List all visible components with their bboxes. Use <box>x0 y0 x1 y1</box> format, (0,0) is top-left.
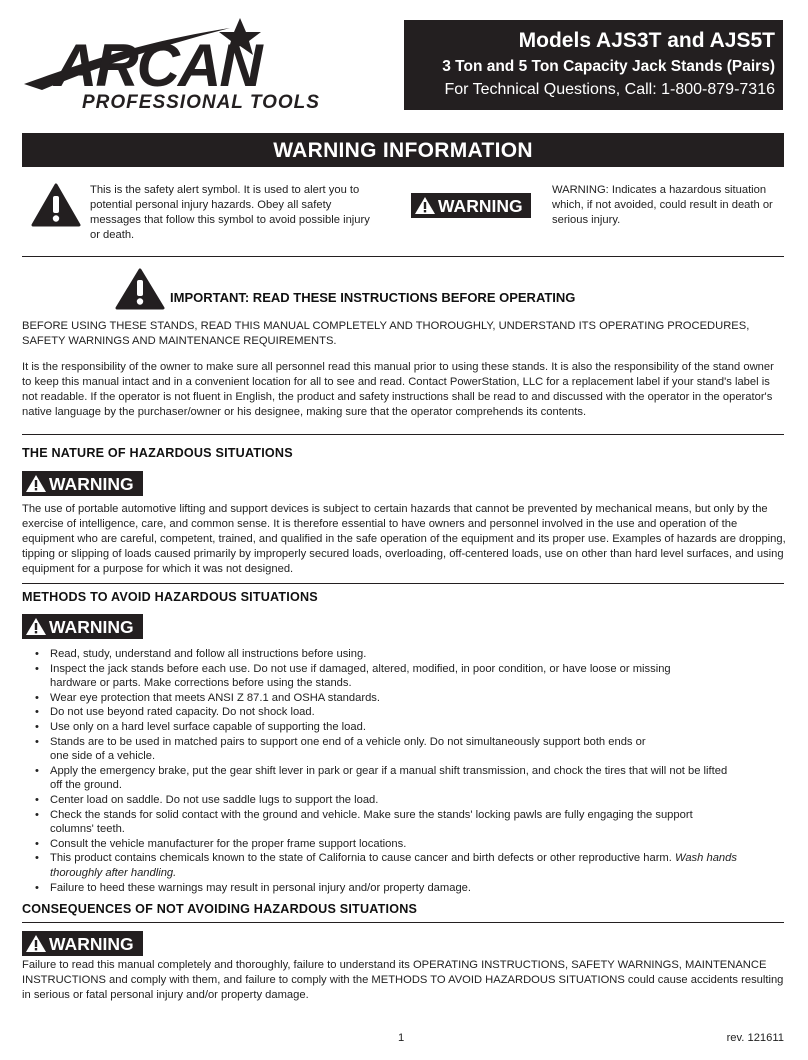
safety-alert-description: This is the safety alert symbol. It is used to alert you to potential personal injury hazards. Obey all safety messages that follow this symbol to avoid possible injury or death. <box>90 184 370 241</box>
divider <box>22 256 784 257</box>
methods-heading: METHODS TO AVOID HAZARDOUS SITUATIONS <box>22 590 318 604</box>
list-item: • Wear eye protection that meets ANSI Z 87.1 and OSHA standards. <box>22 691 772 706</box>
consequences-text: Failure to read this manual completely and thoroughly, failure to understand its OPERATING INSTRUCTIONS, SAFETY WARNINGS, MAINTENANCE INSTRUCTIONS and comply with them, and failure to comply with the METHODS TO AVOID HAZARDOUS SITUATIONS could cause accidents resulting in serious or fatal personal injury and/or property damage. <box>22 959 784 1001</box>
nature-text: The use of portable automotive lifting and support devices is subject to certain hazards that cannot be prevented by mechanical means, but only by the exercise of intelligence, care, and common sense. It is therefore essential to have owners and personnel involved in the use and operation of the equipment who are careful, competent, trained, and qualified in the safe operation of the equipment and its proper use. Examples of hazards are dropping, tipping or slipping of loads caused primarily by improperly secured loads, overloading, off-centered loads, use on other than hard level surfaces, and using equipment for a purpose for which it was not designed. <box>22 503 786 575</box>
important-paragraph-1: BEFORE USING THESE STANDS, READ THIS MANUAL COMPLETELY AND THOROUGHLY, UNDERSTAND ITS OPERATING PROCEDURES, SAFETY WARNINGS AND MAINTENANCE REQUIREMENTS. <box>22 320 750 347</box>
list-item-prop65 <box>22 851 772 880</box>
consequences-heading: CONSEQUENCES OF NOT AVOIDING HAZARDOUS SITUATIONS <box>22 902 418 916</box>
model-title: Models AJS3T and AJS5T <box>518 29 775 52</box>
revision: rev. 121611 <box>726 1032 784 1044</box>
warning-label: WARNING <box>49 473 134 494</box>
divider <box>22 583 784 584</box>
safety-alert-icon <box>31 183 81 232</box>
alert-triangle-icon <box>25 474 47 493</box>
alert-triangle-icon <box>414 196 436 215</box>
warning-badge <box>411 193 531 218</box>
list-item: • Failure to heed these warnings may result in personal injury and/or property damage. <box>22 881 772 896</box>
warning-definition: WARNING: Indicates a hazardous situation which, if not avoided, could result in death or serious injury. <box>552 184 773 226</box>
svg-text:PROFESSIONAL TOOLS: PROFESSIONAL TOOLS <box>82 92 320 113</box>
prop65-italic: Wash hands thoroughly after handling. <box>50 852 737 879</box>
list-item: • Check the stands for solid contact with the ground and vehicle. Make sure the stands' locking pawls are fully engaging the support columns' teeth. <box>22 808 772 837</box>
list-item: • Stands are to be used in matched pairs to support one end of a vehicle only. Do not simultaneously support both ends or one side of a vehicle. <box>22 735 772 764</box>
arcan-logo <box>20 14 350 114</box>
list-item: • Consult the vehicle manufacturer for the proper frame support locations. <box>22 837 772 852</box>
warning-information-banner: WARNING INFORMATION <box>22 133 784 167</box>
nature-heading: THE NATURE OF HAZARDOUS SITUATIONS <box>22 446 293 460</box>
list-item: • Inspect the jack stands before each use. Do not use if damaged, altered, modified, in poor condition, or have loose or missing hardware or parts. Make corrections before using the stands. <box>22 662 772 691</box>
list-item: • Do not use beyond rated capacity. Do not shock load. <box>22 705 772 720</box>
prop65-text: This product contains chemicals known to the state of California to cause cancer and birth defects or other reproductive harm. <box>50 852 672 865</box>
list-item: • Read, study, understand and follow all instructions before using. <box>22 647 772 662</box>
methods-warning-badge <box>22 614 143 639</box>
warning-label: WARNING <box>438 195 523 216</box>
list-item: • Use only on a hard level surface capable of supporting the load. <box>22 720 772 735</box>
divider <box>22 922 784 923</box>
important-alert-icon <box>115 268 165 315</box>
important-paragraph-2: It is the responsibility of the owner to make sure all personnel read this manual prior to using these stands. It is also the responsibility of the stand owner to keep this manual intact and in a convenient location for all to see and read. Contact PowerStation, LLC for a replacement label if your stand's label is not readable. If the operator is not fluent in English, the product and safety instructions shall be read to and discussed with the operator in the operator's native language by the purchaser/owner or his designee, making sure that the operator comprehends its contents. <box>22 361 774 418</box>
model-subtitle: 3 Ton and 5 Ton Capacity Jack Stands (Pairs) <box>442 58 775 75</box>
model-header <box>404 20 783 110</box>
alert-triangle-icon <box>25 617 47 636</box>
list-item: • Center load on saddle. Do not use saddle lugs to support the load. <box>22 793 772 808</box>
tech-contact: For Technical Questions, Call: 1-800-879-7316 <box>444 81 775 98</box>
warning-label: WARNING <box>49 616 134 637</box>
page-number: 1 <box>398 1032 405 1044</box>
warning-label: WARNING <box>49 933 134 954</box>
important-heading: IMPORTANT: READ THESE INSTRUCTIONS BEFORE OPERATING <box>170 290 576 305</box>
divider <box>22 434 784 435</box>
methods-list <box>22 647 772 895</box>
nature-warning-badge <box>22 471 143 496</box>
logo-graphic <box>20 14 350 114</box>
alert-triangle-icon <box>25 934 47 953</box>
consequences-warning-badge <box>22 931 143 956</box>
list-item: • Apply the emergency brake, put the gear shift lever in park or gear if a manual shift transmission, and chock the tires that will not be lifted off the ground. <box>22 764 772 793</box>
svg-text:ARCAN: ARCAN <box>54 32 261 99</box>
